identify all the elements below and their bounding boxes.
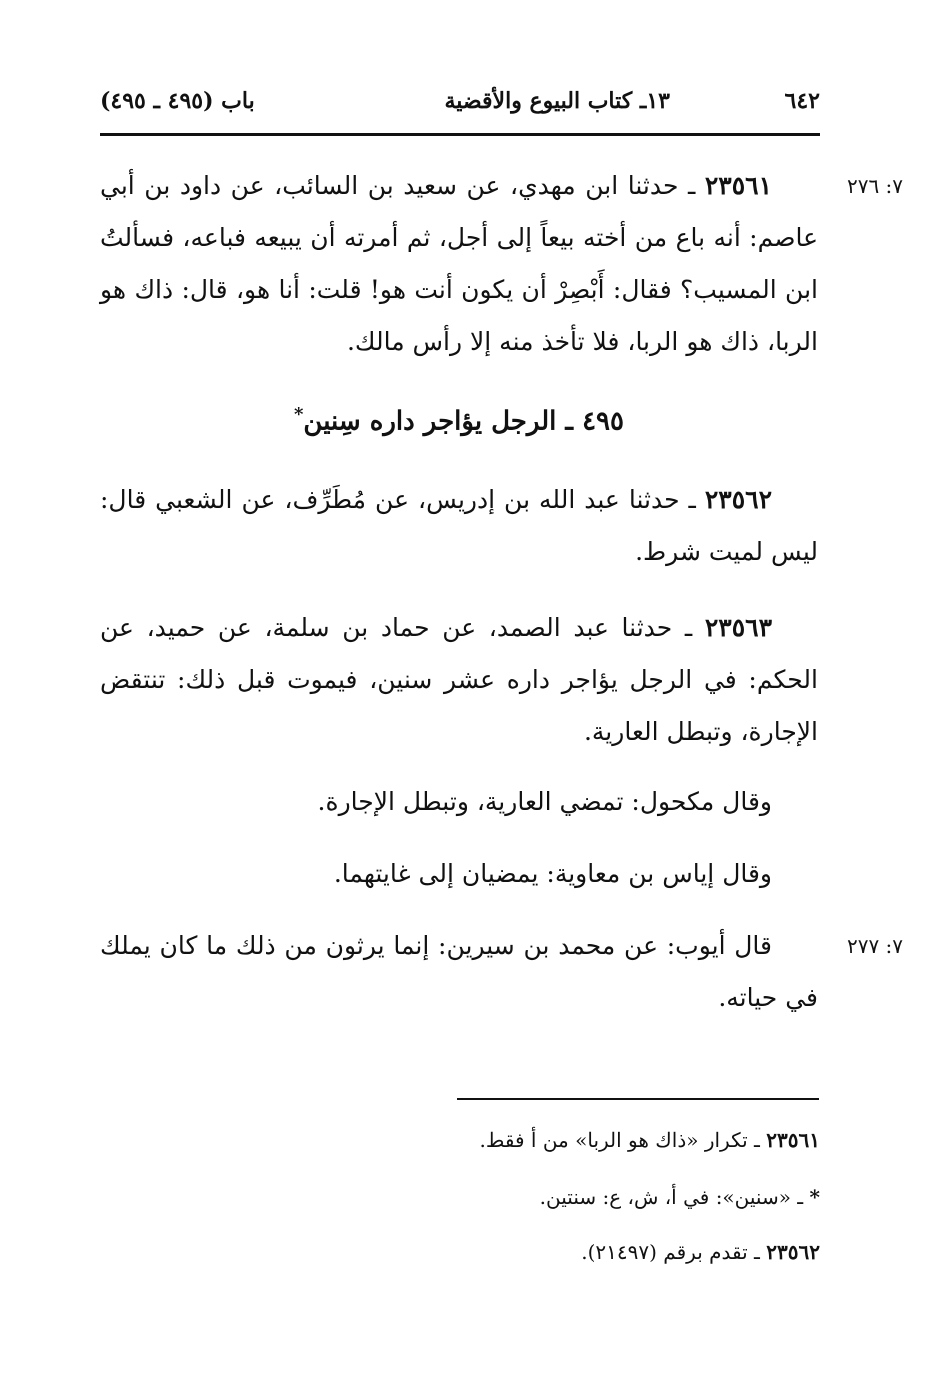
heading-text: ٤٩٥ ـ الرجل يؤاجر داره سِنين [303, 406, 624, 437]
footnote-text: ـ تقدم برقم (٢١٤٩٧). [581, 1240, 767, 1264]
footnote-mark: * [809, 1185, 820, 1209]
footnote-number: ٢٣٥٦٢ [766, 1240, 820, 1264]
heading-footnote-mark: * [293, 404, 304, 425]
iyas-statement: وقال إياس بن معاوية: يمضيان إلى غايتهما. [333, 859, 772, 888]
makhul-statement: وقال مكحول: تمضي العارية، وتبطل الإجارة. [317, 787, 772, 816]
margin-reference-1: ٧: ٢٧٦ [846, 174, 904, 198]
page-number: ٦٤٢ [784, 88, 820, 114]
footnote-text: ـ «سنين»: في أ، ش، ع: سنتين. [539, 1185, 810, 1209]
hadith-text: ـ حدثنا عبد الله بن إدريس، عن مُطَرِّف، عن الشعبي قال: ليس لميت شرط. [100, 485, 818, 566]
hadith-23562 [100, 474, 818, 578]
running-header [100, 86, 820, 126]
chapter-range: باب (٤٩٥ ـ ٤٩٥) [100, 88, 255, 114]
footnote-rule [457, 1098, 819, 1100]
footnote-2 [300, 1185, 820, 1209]
footnote-text: ـ تكرار «ذاك هو الربا» من أ فقط. [479, 1128, 767, 1152]
hadith-23561 [100, 160, 818, 368]
footnote-number: ٢٣٥٦١ [766, 1128, 820, 1152]
hadith-text: ـ حدثنا ابن مهدي، عن سعيد بن السائب، عن داود بن أبي عاصم: أنه باع من أخته بيعاً إلى أجل، ثم أمرته أن يبيعه فباعه، فسألتُ ابن المسيب؟ فقال: أَبْصِرْ أن يكون أنت هو! قلت: أنا هو، قال: ذاك هو الربا، ذاك هو الربا، فلا تأخذ منه إلا رأس مالك. [100, 171, 818, 356]
header-rule [100, 133, 820, 136]
hadith-number: ٢٣٥٦٢ [704, 485, 772, 514]
section-heading [100, 404, 818, 437]
footnote-3 [300, 1240, 820, 1264]
hadith-number: ٢٣٥٦١ [704, 171, 772, 200]
hadith-number: ٢٣٥٦٣ [704, 613, 772, 642]
hadith-23563 [100, 602, 818, 758]
margin-reference-2: ٧: ٢٧٧ [846, 934, 904, 958]
hadith-text: ـ حدثنا عبد الصمد، عن حماد بن سلمة، عن حميد، عن الحكم: في الرجل يؤاجر داره عشر سنين، فيموت قبل ذلك: تنتقض الإجارة، وتبطل العارية. [100, 613, 818, 746]
ayyub-statement: قال أيوب: عن محمد بن سيرين: إنما يرثون من ذلك ما كان يملك في حياته. [100, 931, 818, 1012]
book-title: ١٣ـ كتاب البيوع والأقضية [444, 88, 670, 114]
footnote-1 [300, 1128, 820, 1152]
